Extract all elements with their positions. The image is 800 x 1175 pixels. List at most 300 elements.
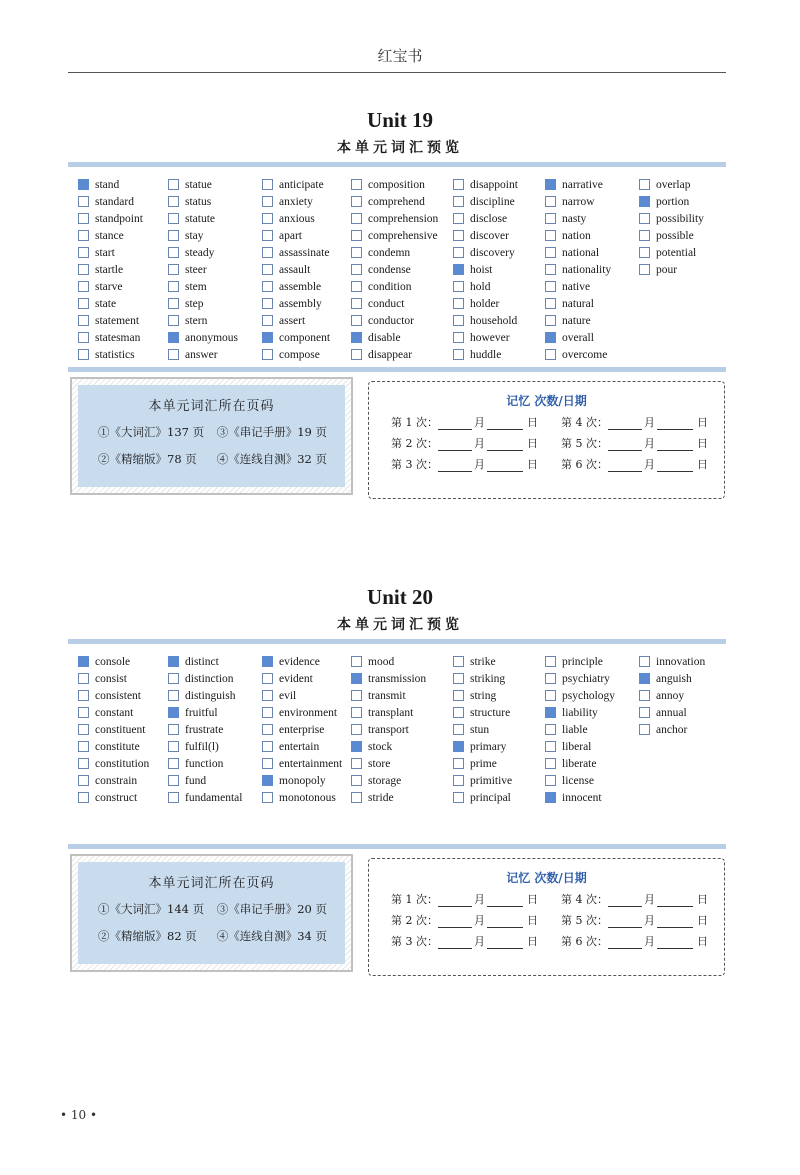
vocab-item[interactable]: [351, 687, 406, 704]
vocab-item[interactable]: [453, 704, 510, 721]
checked-checkbox[interactable]: [639, 673, 650, 684]
checkbox[interactable]: [168, 775, 179, 786]
vocab-item[interactable]: [168, 738, 219, 755]
checkbox[interactable]: [453, 281, 464, 292]
vocab-item[interactable]: [545, 312, 591, 329]
checkbox[interactable]: [262, 179, 273, 190]
checkbox[interactable]: [545, 264, 556, 275]
vocab-item[interactable]: [545, 295, 594, 312]
day-label: 日: [527, 458, 538, 471]
checkbox[interactable]: [453, 315, 464, 326]
checkbox[interactable]: [168, 690, 179, 701]
vocab-item[interactable]: [351, 193, 425, 210]
checkbox[interactable]: [78, 775, 89, 786]
vocab-item[interactable]: [168, 295, 204, 312]
vocab-item[interactable]: [453, 653, 496, 670]
vocab-item[interactable]: [639, 261, 677, 278]
vocab-item[interactable]: [351, 244, 410, 261]
checkbox[interactable]: [639, 264, 650, 275]
vocab-item[interactable]: [453, 755, 497, 772]
checkbox[interactable]: [453, 792, 464, 803]
vocab-item[interactable]: [545, 670, 610, 687]
vocab-item[interactable]: [168, 193, 211, 210]
checked-checkbox[interactable]: [453, 741, 464, 752]
vocab-item[interactable]: [168, 721, 223, 738]
vocab-item[interactable]: [78, 653, 130, 670]
checkbox[interactable]: [351, 349, 362, 360]
vocab-item[interactable]: [78, 312, 139, 329]
vocab-item[interactable]: [351, 670, 426, 687]
vocab-item[interactable]: [453, 670, 505, 687]
vocab-item[interactable]: [351, 755, 390, 772]
vocab-item[interactable]: [78, 755, 149, 772]
vocab-item[interactable]: [453, 789, 511, 806]
checkbox[interactable]: [545, 281, 556, 292]
vocab-item[interactable]: [545, 789, 602, 806]
checkbox[interactable]: [351, 298, 362, 309]
vocab-item[interactable]: [262, 789, 336, 806]
vocab-item[interactable]: [639, 653, 705, 670]
day-blank[interactable]: [657, 418, 693, 430]
checked-checkbox[interactable]: [168, 332, 179, 343]
vocab-item[interactable]: [453, 261, 492, 278]
checkbox[interactable]: [78, 724, 89, 735]
vocab-item[interactable]: [262, 176, 324, 193]
checkbox[interactable]: [545, 673, 556, 684]
vocab-item[interactable]: [453, 295, 499, 312]
checkbox[interactable]: [78, 196, 89, 207]
page-reference: ②《精缩版》82 页: [98, 929, 197, 943]
vocab-item[interactable]: [78, 295, 116, 312]
checkbox[interactable]: [351, 775, 362, 786]
vocab-item[interactable]: [351, 738, 392, 755]
vocab-item[interactable]: [545, 193, 595, 210]
checkbox[interactable]: [545, 247, 556, 258]
vocab-word: innovation: [656, 655, 706, 668]
vocab-item[interactable]: [262, 721, 324, 738]
vocab-item[interactable]: [453, 193, 515, 210]
checked-checkbox[interactable]: [545, 332, 556, 343]
vocab-item[interactable]: [453, 329, 510, 346]
checkbox[interactable]: [453, 673, 464, 684]
vocab-item[interactable]: [262, 329, 330, 346]
checkbox[interactable]: [453, 724, 464, 735]
vocab-item[interactable]: [168, 772, 206, 789]
checkbox[interactable]: [545, 656, 556, 667]
checkbox[interactable]: [545, 690, 556, 701]
checked-checkbox[interactable]: [262, 656, 273, 667]
vocab-item[interactable]: [168, 670, 234, 687]
day-blank[interactable]: [487, 418, 523, 430]
vocab-item[interactable]: [262, 687, 296, 704]
checkbox[interactable]: [168, 792, 179, 803]
checkbox[interactable]: [453, 213, 464, 224]
checked-checkbox[interactable]: [545, 179, 556, 190]
vocab-item[interactable]: [639, 193, 689, 210]
vocab-item[interactable]: [545, 755, 596, 772]
vocab-item[interactable]: [351, 278, 411, 295]
vocab-item[interactable]: [262, 193, 313, 210]
checkbox[interactable]: [545, 758, 556, 769]
vocab-item[interactable]: [78, 670, 127, 687]
checked-checkbox[interactable]: [78, 656, 89, 667]
vocab-item[interactable]: [351, 346, 412, 363]
vocab-item[interactable]: [78, 210, 143, 227]
checkbox[interactable]: [78, 741, 89, 752]
checkbox[interactable]: [168, 179, 179, 190]
vocab-item[interactable]: [262, 704, 337, 721]
checkbox[interactable]: [78, 758, 89, 769]
checkbox[interactable]: [545, 741, 556, 752]
checkbox[interactable]: [453, 247, 464, 258]
day-blank[interactable]: [657, 439, 693, 451]
checkbox[interactable]: [78, 247, 89, 258]
vocab-item[interactable]: [262, 210, 315, 227]
vocab-item[interactable]: [78, 704, 133, 721]
memory-attempt-label: 第 3 次：: [391, 458, 438, 471]
vocab-item[interactable]: [168, 261, 207, 278]
vocab-item[interactable]: [545, 210, 586, 227]
vocab-word: string: [470, 689, 497, 702]
vocab-item[interactable]: [639, 227, 694, 244]
checkbox[interactable]: [168, 264, 179, 275]
vocab-item[interactable]: [262, 755, 342, 772]
checkbox[interactable]: [78, 213, 89, 224]
vocab-item[interactable]: [351, 227, 438, 244]
checkbox[interactable]: [639, 179, 650, 190]
checkbox[interactable]: [453, 349, 464, 360]
checkbox[interactable]: [262, 213, 273, 224]
vocab-item[interactable]: [545, 687, 615, 704]
vocab-item[interactable]: [545, 261, 611, 278]
vocab-item[interactable]: [453, 687, 496, 704]
vocab-word: nature: [562, 314, 591, 327]
vocab-item[interactable]: [545, 721, 588, 738]
memory-record-entry: [561, 414, 708, 430]
vocab-item[interactable]: [168, 244, 214, 261]
checkbox[interactable]: [262, 315, 273, 326]
checkbox[interactable]: [453, 656, 464, 667]
checkbox[interactable]: [262, 741, 273, 752]
vocab-item[interactable]: [78, 329, 140, 346]
vocab-item[interactable]: [453, 721, 489, 738]
month-blank[interactable]: [438, 460, 472, 472]
vocab-item[interactable]: [262, 312, 305, 329]
vocab-item[interactable]: [78, 789, 137, 806]
vocab-item[interactable]: [453, 738, 506, 755]
checkbox[interactable]: [545, 349, 556, 360]
checkbox[interactable]: [351, 315, 362, 326]
vocab-item[interactable]: [262, 653, 320, 670]
vocab-item[interactable]: [453, 312, 517, 329]
day-blank[interactable]: [487, 916, 523, 928]
checkbox[interactable]: [262, 690, 273, 701]
vocab-item[interactable]: [351, 329, 401, 346]
checkbox[interactable]: [453, 758, 464, 769]
checked-checkbox[interactable]: [168, 707, 179, 718]
checkbox[interactable]: [168, 349, 179, 360]
checkbox[interactable]: [78, 264, 89, 275]
vocab-item[interactable]: [78, 738, 140, 755]
checkbox[interactable]: [639, 724, 650, 735]
day-blank[interactable]: [657, 895, 693, 907]
vocab-item[interactable]: [545, 278, 590, 295]
checked-checkbox[interactable]: [351, 741, 362, 752]
vocab-word: statesman: [95, 331, 141, 344]
checkbox[interactable]: [262, 264, 273, 275]
vocab-item[interactable]: [78, 278, 122, 295]
checkbox[interactable]: [78, 673, 89, 684]
checkbox[interactable]: [262, 281, 273, 292]
checkbox[interactable]: [453, 230, 464, 241]
checkbox[interactable]: [78, 298, 89, 309]
checkbox[interactable]: [545, 724, 556, 735]
vocab-item[interactable]: [78, 244, 115, 261]
vocab-item[interactable]: [351, 704, 413, 721]
checkbox[interactable]: [639, 230, 650, 241]
vocab-item[interactable]: [639, 704, 687, 721]
checked-checkbox[interactable]: [453, 264, 464, 275]
day-blank[interactable]: [487, 439, 523, 451]
checkbox[interactable]: [262, 673, 273, 684]
vocab-item[interactable]: [453, 210, 507, 227]
vocab-item[interactable]: [262, 670, 313, 687]
checkbox[interactable]: [545, 775, 556, 786]
checkbox[interactable]: [168, 230, 179, 241]
vocab-item[interactable]: [168, 653, 219, 670]
month-blank[interactable]: [608, 439, 642, 451]
checkbox[interactable]: [78, 707, 89, 718]
vocab-item[interactable]: [78, 772, 137, 789]
checkbox[interactable]: [168, 741, 179, 752]
day-blank[interactable]: [657, 937, 693, 949]
vocab-item[interactable]: [78, 687, 141, 704]
checkbox[interactable]: [453, 332, 464, 343]
vocab-item[interactable]: [78, 193, 134, 210]
vocab-item[interactable]: [639, 210, 704, 227]
checkbox[interactable]: [78, 690, 89, 701]
vocab-item[interactable]: [639, 670, 692, 687]
vocab-item[interactable]: [168, 210, 215, 227]
vocab-item[interactable]: [545, 772, 594, 789]
checkbox[interactable]: [262, 707, 273, 718]
checked-checkbox[interactable]: [351, 332, 362, 343]
checkbox[interactable]: [262, 298, 273, 309]
vocab-item[interactable]: [545, 704, 598, 721]
checkbox[interactable]: [453, 179, 464, 190]
vocab-item[interactable]: [545, 329, 594, 346]
vocab-item[interactable]: [78, 176, 119, 193]
day-blank[interactable]: [487, 895, 523, 907]
checkbox[interactable]: [351, 247, 362, 258]
checkbox[interactable]: [78, 349, 89, 360]
month-blank[interactable]: [438, 418, 472, 430]
vocab-item[interactable]: [262, 261, 310, 278]
vocab-item[interactable]: [639, 244, 696, 261]
month-blank[interactable]: [608, 460, 642, 472]
checked-checkbox[interactable]: [639, 196, 650, 207]
checkbox[interactable]: [351, 724, 362, 735]
vocab-item[interactable]: [168, 789, 242, 806]
vocab-item[interactable]: [168, 278, 207, 295]
checkbox[interactable]: [78, 315, 89, 326]
checkbox[interactable]: [168, 247, 179, 258]
month-blank[interactable]: [438, 937, 472, 949]
day-blank[interactable]: [487, 937, 523, 949]
vocab-item[interactable]: [639, 687, 684, 704]
checkbox[interactable]: [351, 281, 362, 292]
vocab-item[interactable]: [453, 772, 512, 789]
checkbox[interactable]: [351, 707, 362, 718]
vocab-item[interactable]: [545, 346, 607, 363]
vocab-item[interactable]: [351, 176, 425, 193]
month-blank[interactable]: [608, 937, 642, 949]
vocab-item[interactable]: [351, 312, 414, 329]
checkbox[interactable]: [545, 213, 556, 224]
day-blank[interactable]: [657, 460, 693, 472]
checkbox[interactable]: [639, 707, 650, 718]
checkbox[interactable]: [168, 213, 179, 224]
checkbox[interactable]: [78, 281, 89, 292]
checkbox[interactable]: [351, 690, 362, 701]
checked-checkbox[interactable]: [351, 673, 362, 684]
checkbox[interactable]: [262, 196, 273, 207]
day-blank[interactable]: [487, 460, 523, 472]
checkbox[interactable]: [351, 179, 362, 190]
vocab-word: liberal: [562, 740, 592, 753]
day-blank[interactable]: [657, 916, 693, 928]
vocab-item[interactable]: [168, 704, 218, 721]
checkbox[interactable]: [453, 707, 464, 718]
vocab-item[interactable]: [351, 653, 394, 670]
vocab-item[interactable]: [168, 687, 235, 704]
month-blank[interactable]: [608, 916, 642, 928]
checkbox[interactable]: [351, 213, 362, 224]
vocab-item[interactable]: [453, 346, 501, 363]
vocab-item[interactable]: [453, 176, 518, 193]
vocab-item[interactable]: [262, 227, 302, 244]
vocab-item[interactable]: [545, 653, 603, 670]
vocab-item[interactable]: [351, 295, 404, 312]
vocab-item[interactable]: [78, 227, 124, 244]
checkbox[interactable]: [168, 281, 179, 292]
checkbox[interactable]: [453, 196, 464, 207]
vocab-item[interactable]: [639, 176, 690, 193]
checkbox[interactable]: [351, 792, 362, 803]
checkbox[interactable]: [168, 315, 179, 326]
checked-checkbox[interactable]: [545, 792, 556, 803]
checkbox[interactable]: [545, 315, 556, 326]
checkbox[interactable]: [78, 792, 89, 803]
checkbox[interactable]: [168, 298, 179, 309]
checkbox[interactable]: [545, 196, 556, 207]
vocab-item[interactable]: [168, 176, 212, 193]
vocab-item[interactable]: [262, 244, 329, 261]
vocab-item[interactable]: [78, 346, 135, 363]
checkbox[interactable]: [351, 758, 362, 769]
vocab-item[interactable]: [453, 227, 509, 244]
memory-attempt-label: 第 2 次：: [391, 437, 438, 450]
vocab-item[interactable]: [168, 755, 223, 772]
checkbox[interactable]: [453, 775, 464, 786]
checkbox[interactable]: [351, 230, 362, 241]
month-blank[interactable]: [438, 895, 472, 907]
vocab-item[interactable]: [262, 738, 319, 755]
vocab-item[interactable]: [453, 278, 490, 295]
month-blank[interactable]: [438, 916, 472, 928]
month-blank[interactable]: [608, 895, 642, 907]
checkbox[interactable]: [639, 656, 650, 667]
vocab-item[interactable]: [351, 721, 409, 738]
checkbox[interactable]: [262, 230, 273, 241]
checkbox[interactable]: [168, 196, 179, 207]
vocab-item[interactable]: [351, 210, 438, 227]
vocab-item[interactable]: [78, 261, 123, 278]
vocab-item[interactable]: [262, 346, 320, 363]
vocab-item[interactable]: [168, 329, 238, 346]
vocab-item[interactable]: [78, 721, 145, 738]
vocab-item[interactable]: [545, 738, 591, 755]
checkbox[interactable]: [168, 724, 179, 735]
vocab-item[interactable]: [168, 312, 207, 329]
checkbox[interactable]: [262, 758, 273, 769]
checkbox[interactable]: [545, 230, 556, 241]
vocab-item[interactable]: [545, 244, 599, 261]
checkbox[interactable]: [545, 298, 556, 309]
vocab-item[interactable]: [351, 772, 401, 789]
vocab-word: distinct: [185, 655, 219, 668]
checked-checkbox[interactable]: [262, 332, 273, 343]
checkbox[interactable]: [168, 673, 179, 684]
checkbox[interactable]: [351, 196, 362, 207]
checked-checkbox[interactable]: [262, 775, 273, 786]
checkbox[interactable]: [262, 724, 273, 735]
checkbox[interactable]: [453, 690, 464, 701]
month-blank[interactable]: [438, 439, 472, 451]
checked-checkbox[interactable]: [168, 656, 179, 667]
vocab-item[interactable]: [168, 346, 218, 363]
checkbox[interactable]: [78, 230, 89, 241]
checked-checkbox[interactable]: [545, 707, 556, 718]
checkbox[interactable]: [639, 690, 650, 701]
checkbox[interactable]: [168, 758, 179, 769]
checkbox[interactable]: [351, 656, 362, 667]
checkbox[interactable]: [262, 349, 273, 360]
vocab-item[interactable]: [262, 295, 322, 312]
page-reference: ④《连线自测》34 页: [216, 929, 327, 943]
vocab-word: consistent: [95, 689, 141, 702]
checkbox[interactable]: [262, 792, 273, 803]
checkbox[interactable]: [639, 247, 650, 258]
vocab-item[interactable]: [453, 244, 515, 261]
checkbox[interactable]: [262, 247, 273, 258]
month-blank[interactable]: [608, 418, 642, 430]
vocab-item[interactable]: [262, 772, 326, 789]
vocab-word: condense: [368, 263, 411, 276]
vocab-item[interactable]: [262, 278, 321, 295]
checkbox[interactable]: [453, 298, 464, 309]
vocab-item[interactable]: [351, 789, 394, 806]
vocab-item[interactable]: [351, 261, 411, 278]
checkbox[interactable]: [351, 264, 362, 275]
checkbox[interactable]: [639, 213, 650, 224]
vocab-item[interactable]: [168, 227, 204, 244]
checkbox[interactable]: [78, 332, 89, 343]
vocab-item[interactable]: [545, 176, 603, 193]
checked-checkbox[interactable]: [78, 179, 89, 190]
vocab-item[interactable]: [639, 721, 687, 738]
vocab-item[interactable]: [545, 227, 591, 244]
